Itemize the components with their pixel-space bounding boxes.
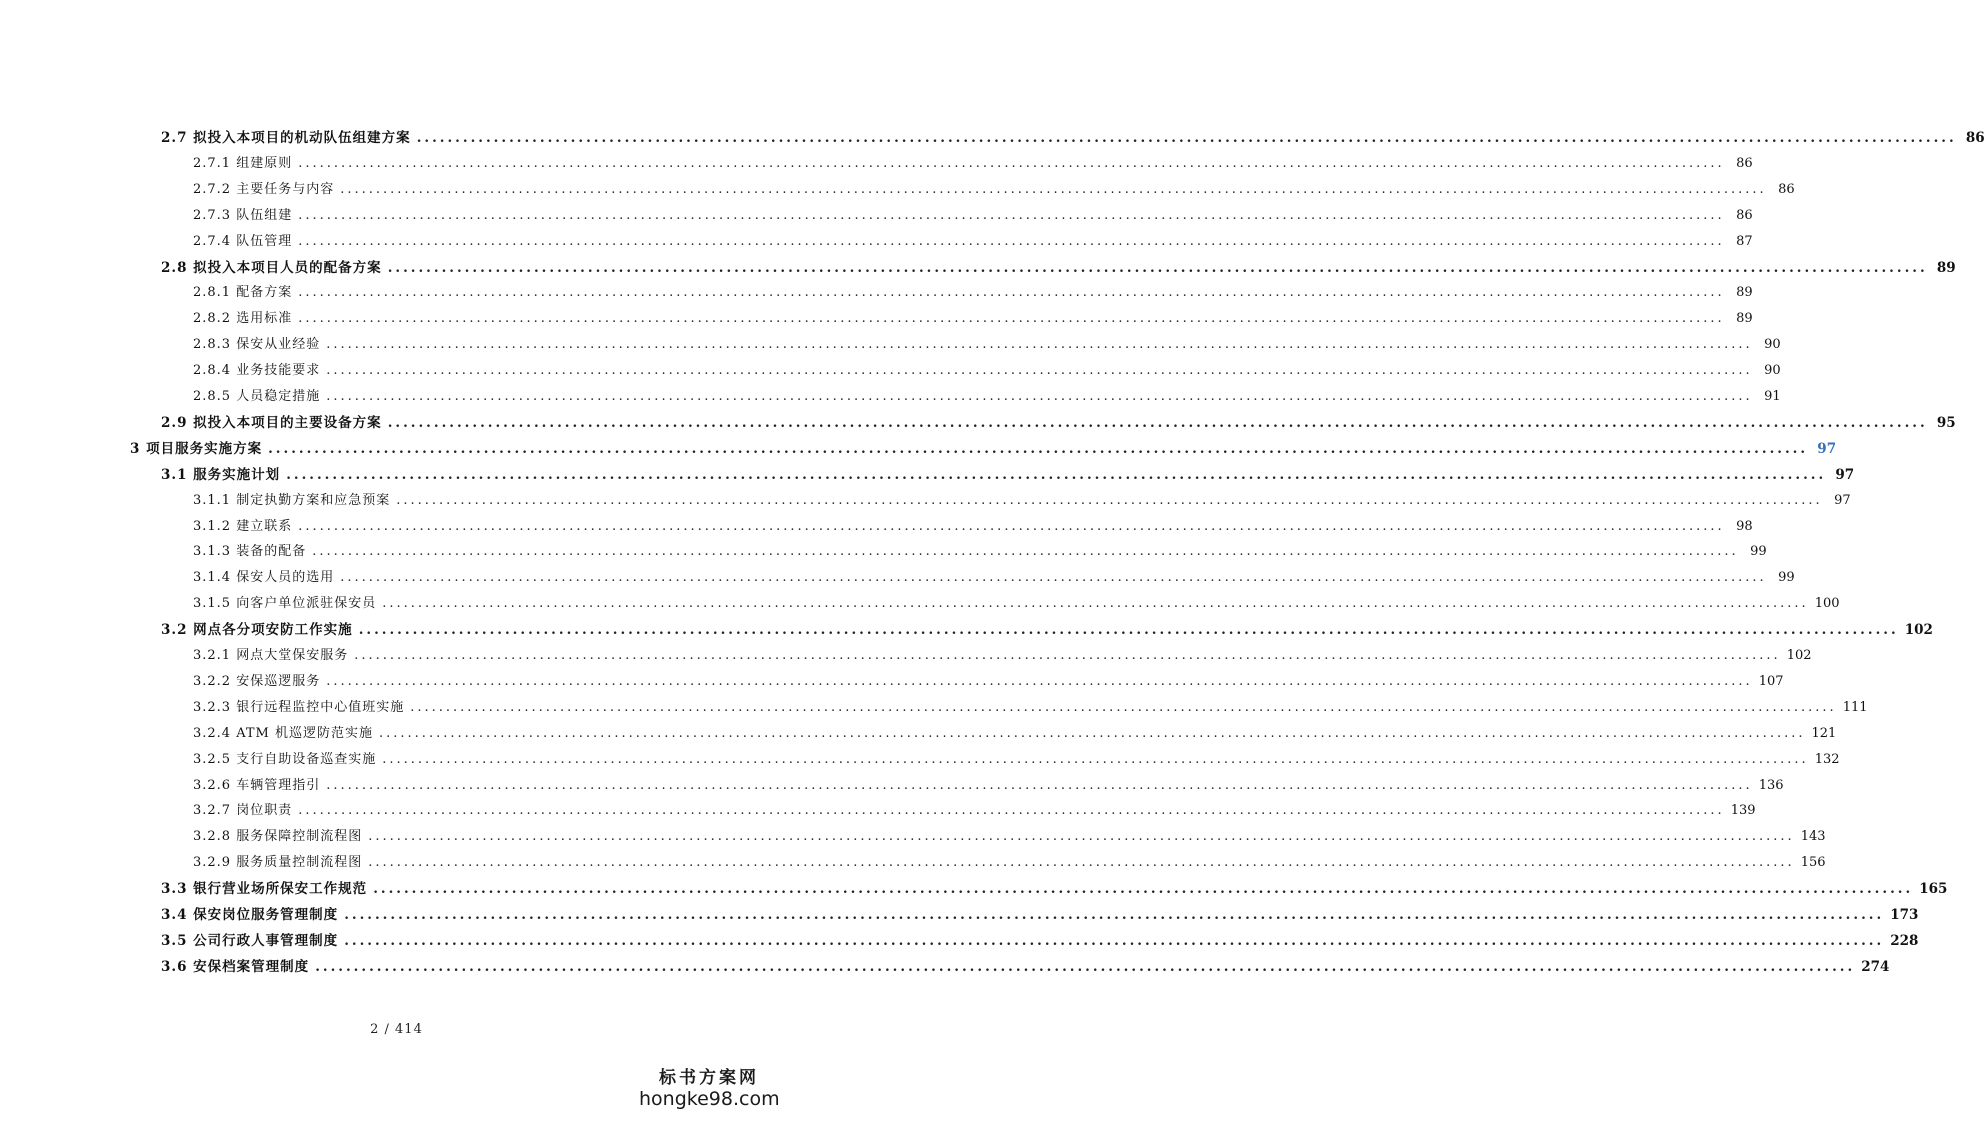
toc-entry-label: 3.1.4 保安人员的选用: [193, 570, 335, 585]
toc-entry-page-number: 91: [1764, 389, 1781, 404]
toc-entry[interactable]: [193, 825, 1826, 849]
toc-entry[interactable]: [193, 540, 1767, 564]
toc-entry[interactable]: [193, 230, 1753, 254]
page-indicator: 2 / 414: [370, 1022, 423, 1037]
toc-entry-label: 3.1 服务实施计划: [161, 467, 281, 483]
toc-leader-dots: ........................................................................................................................................................................................................: [326, 389, 1753, 404]
toc-entry[interactable]: [193, 748, 1840, 772]
toc-leader-dots: ........................................................................................................................................................................................................: [315, 959, 1856, 975]
toc-entry[interactable]: [193, 592, 1840, 616]
toc-leader-dots: ........................................................................................................................................................................................................: [358, 622, 1899, 638]
toc-leader-dots: ........................................................................................................................................................................................................: [368, 829, 1795, 844]
toc-entry-label: 2.8.1 配备方案: [193, 285, 293, 300]
toc-entry-label: 3.2.7 岗位职责: [193, 803, 293, 818]
toc-entry-label: 3.4 保安岗位服务管理制度: [161, 907, 339, 923]
toc-leader-dots: ........................................................................................................................................................................................................: [373, 881, 1914, 897]
toc-entry-page-number: 86: [1778, 182, 1795, 197]
toc-leader-dots: ........................................................................................................................................................................................................: [340, 570, 1767, 585]
toc-leader-dots: ........................................................................................................................................................................................................: [340, 182, 1767, 197]
toc-entry-page-number: 90: [1764, 337, 1781, 352]
toc-entry[interactable]: [193, 515, 1753, 539]
toc-entry-page-number: 173: [1890, 907, 1919, 923]
toc-leader-dots: ........................................................................................................................................................................................................: [268, 441, 1809, 457]
toc-entry-label: 3.2.4 ATM 机巡逻防范实施: [193, 726, 374, 741]
toc-entry[interactable]: [161, 411, 1956, 435]
toc-entry-label: 3.1.3 装备的配备: [193, 544, 307, 559]
toc-leader-dots: ........................................................................................................................................................................................................: [298, 285, 1725, 300]
toc-entry-label: 2.8.3 保安从业经验: [193, 337, 321, 352]
toc-entry-page-number: 86: [1965, 130, 1985, 146]
toc-entry[interactable]: [161, 877, 1948, 901]
toc-entry-page-number: 156: [1800, 855, 1826, 870]
toc-entry-page-number: 107: [1758, 674, 1784, 689]
toc-entry[interactable]: [193, 799, 1756, 823]
toc-entry-page-number: 97: [1817, 441, 1837, 457]
toc-entry-label: 3.1.2 建立联系: [193, 519, 293, 534]
toc-entry[interactable]: [193, 359, 1781, 383]
toc-leader-dots: ........................................................................................................................................................................................................: [382, 596, 1809, 611]
toc-leader-dots: ........................................................................................................................................................................................................: [382, 752, 1809, 767]
toc-entry-label: 3.1.1 制定执勤方案和应急预案: [193, 493, 391, 508]
toc-entry-page-number: 89: [1936, 260, 1956, 276]
toc-entry-page-number: 87: [1736, 234, 1753, 249]
toc-leader-dots: ........................................................................................................................................................................................................: [326, 778, 1753, 793]
toc-entry-page-number: 95: [1936, 415, 1956, 431]
toc-leader-dots: ........................................................................................................................................................................................................: [410, 700, 1837, 715]
toc-entry-label: 2.7 拟投入本项目的机动队伍组建方案: [161, 130, 411, 146]
toc-entry[interactable]: [161, 256, 1956, 280]
toc-entry[interactable]: [193, 774, 1784, 798]
toc-entry-page-number: 102: [1786, 648, 1812, 663]
watermark-logo: [639, 1063, 779, 1110]
toc-entry-label: 3.2.9 服务质量控制流程图: [193, 855, 363, 870]
toc-leader-dots: ........................................................................................................................................................................................................: [387, 260, 1928, 276]
toc-entry[interactable]: [193, 722, 1837, 746]
toc-entry-page-number: 99: [1750, 544, 1767, 559]
toc-entry-label: 3.2.6 车辆管理指引: [193, 778, 321, 793]
toc-entry[interactable]: [161, 929, 1919, 953]
toc-entry-page-number: 132: [1814, 752, 1840, 767]
toc-entry[interactable]: [193, 152, 1753, 176]
toc-entry-page-number: 99: [1778, 570, 1795, 585]
toc-entry[interactable]: [161, 903, 1919, 927]
toc-leader-dots: ........................................................................................................................................................................................................: [416, 130, 1957, 146]
toc-leader-dots: ........................................................................................................................................................................................................: [396, 493, 1823, 508]
toc-entry-label: 3.2.8 服务保障控制流程图: [193, 829, 363, 844]
toc-leader-dots: ........................................................................................................................................................................................................: [312, 544, 1739, 559]
toc-entry[interactable]: [193, 851, 1826, 875]
toc-leader-dots: ........................................................................................................................................................................................................: [344, 907, 1885, 923]
toc-entry-page-number: 136: [1758, 778, 1784, 793]
toc-entry-page-number: 89: [1736, 285, 1753, 300]
toc-leader-dots: ........................................................................................................................................................................................................: [298, 156, 1725, 171]
toc-entry-label: 3 项目服务实施方案: [130, 441, 263, 457]
toc-entry-label: 2.8.4 业务技能要求: [193, 363, 321, 378]
toc-leader-dots: ........................................................................................................................................................................................................: [326, 337, 1753, 352]
toc-entry[interactable]: [193, 333, 1781, 357]
toc-entry-page-number: 228: [1890, 933, 1919, 949]
toc-entry[interactable]: [193, 281, 1753, 305]
toc-leader-dots: ........................................................................................................................................................................................................: [368, 855, 1795, 870]
toc-leader-dots: ........................................................................................................................................................................................................: [326, 674, 1753, 689]
toc-entry-page-number: 111: [1842, 700, 1868, 715]
toc-entry-label: 3.2.2 安保巡逻服务: [193, 674, 321, 689]
toc-entry-page-number: 274: [1861, 959, 1890, 975]
toc-entry[interactable]: [193, 489, 1851, 513]
toc-entry-page-number: 98: [1736, 519, 1753, 534]
toc-entry-page-number: 100: [1814, 596, 1840, 611]
toc-entry[interactable]: [193, 307, 1753, 331]
toc-leader-dots: ........................................................................................................................................................................................................: [326, 363, 1753, 378]
toc-entry[interactable]: [193, 566, 1795, 590]
toc-entry-label: 3.1.5 向客户单位派驻保安员: [193, 596, 377, 611]
watermark-chinese-text: 标书方案网: [659, 1068, 759, 1088]
toc-entry-label: 2.7.3 队伍组建: [193, 208, 293, 223]
toc-entry-label: 3.2 网点各分项安防工作实施: [161, 622, 353, 638]
toc-entry-page-number: 102: [1904, 622, 1933, 638]
toc-entry-label: 2.8.2 选用标准: [193, 311, 293, 326]
toc-entry-label: 3.2.1 网点大堂保安服务: [193, 648, 349, 663]
toc-leader-dots: ........................................................................................................................................................................................................: [286, 467, 1827, 483]
toc-leader-dots: ........................................................................................................................................................................................................: [298, 208, 1725, 223]
toc-entry[interactable]: [193, 696, 1868, 720]
toc-leader-dots: ........................................................................................................................................................................................................: [298, 519, 1725, 534]
toc-leader-dots: ........................................................................................................................................................................................................: [387, 415, 1928, 431]
toc-entry-page-number: 165: [1919, 881, 1948, 897]
toc-entry-label: 3.3 银行营业场所保安工作规范: [161, 881, 368, 897]
toc-entry-page-number: 86: [1736, 156, 1753, 171]
toc-entry[interactable]: [161, 126, 1985, 150]
toc-entry[interactable]: [161, 955, 1890, 979]
toc-entry-label: 3.6 安保档案管理制度: [161, 959, 310, 975]
toc-entry[interactable]: [193, 385, 1781, 409]
toc-entry-page-number: 97: [1834, 493, 1851, 508]
toc-entry-label: 2.7.2 主要任务与内容: [193, 182, 335, 197]
toc-entry[interactable]: [193, 670, 1784, 694]
toc-entry-page-number: 89: [1736, 311, 1753, 326]
toc-entry[interactable]: [161, 618, 1933, 642]
toc-leader-dots: ........................................................................................................................................................................................................: [298, 803, 1725, 818]
toc-entry-page-number: 97: [1835, 467, 1855, 483]
toc-entry-page-number: 86: [1736, 208, 1753, 223]
toc-entry[interactable]: [161, 463, 1855, 487]
toc-entry-label: 3.2.3 银行远程监控中心值班实施: [193, 700, 405, 715]
toc-leader-dots: ........................................................................................................................................................................................................: [298, 311, 1725, 326]
watermark-domain-text: hongke98.com: [639, 1088, 780, 1110]
toc-entry[interactable]: [193, 204, 1753, 228]
toc-entry-label: 2.7.4 队伍管理: [193, 234, 293, 249]
toc-leader-dots: ........................................................................................................................................................................................................: [298, 234, 1725, 249]
toc-entry-label: 2.7.1 组建原则: [193, 156, 293, 171]
toc-entry-page-number: 121: [1811, 726, 1837, 741]
toc-leader-dots: ........................................................................................................................................................................................................: [379, 726, 1806, 741]
toc-entry[interactable]: [193, 178, 1795, 202]
toc-entry-label: 3.2.5 支行自助设备巡查实施: [193, 752, 377, 767]
toc-entry-page-number: 139: [1730, 803, 1756, 818]
toc-entry-label: 2.8 拟投入本项目人员的配备方案: [161, 260, 382, 276]
toc-entry-page-number: 143: [1800, 829, 1826, 844]
toc-entry-label: 3.5 公司行政人事管理制度: [161, 933, 339, 949]
toc-entry[interactable]: [130, 437, 1837, 461]
toc-entry-label: 2.8.5 人员稳定措施: [193, 389, 321, 404]
toc-entry[interactable]: [193, 644, 1812, 668]
toc-entry-label: 2.9 拟投入本项目的主要设备方案: [161, 415, 382, 431]
toc-leader-dots: ........................................................................................................................................................................................................: [354, 648, 1781, 663]
toc-leader-dots: ........................................................................................................................................................................................................: [344, 933, 1885, 949]
toc-entry-page-number: 90: [1764, 363, 1781, 378]
